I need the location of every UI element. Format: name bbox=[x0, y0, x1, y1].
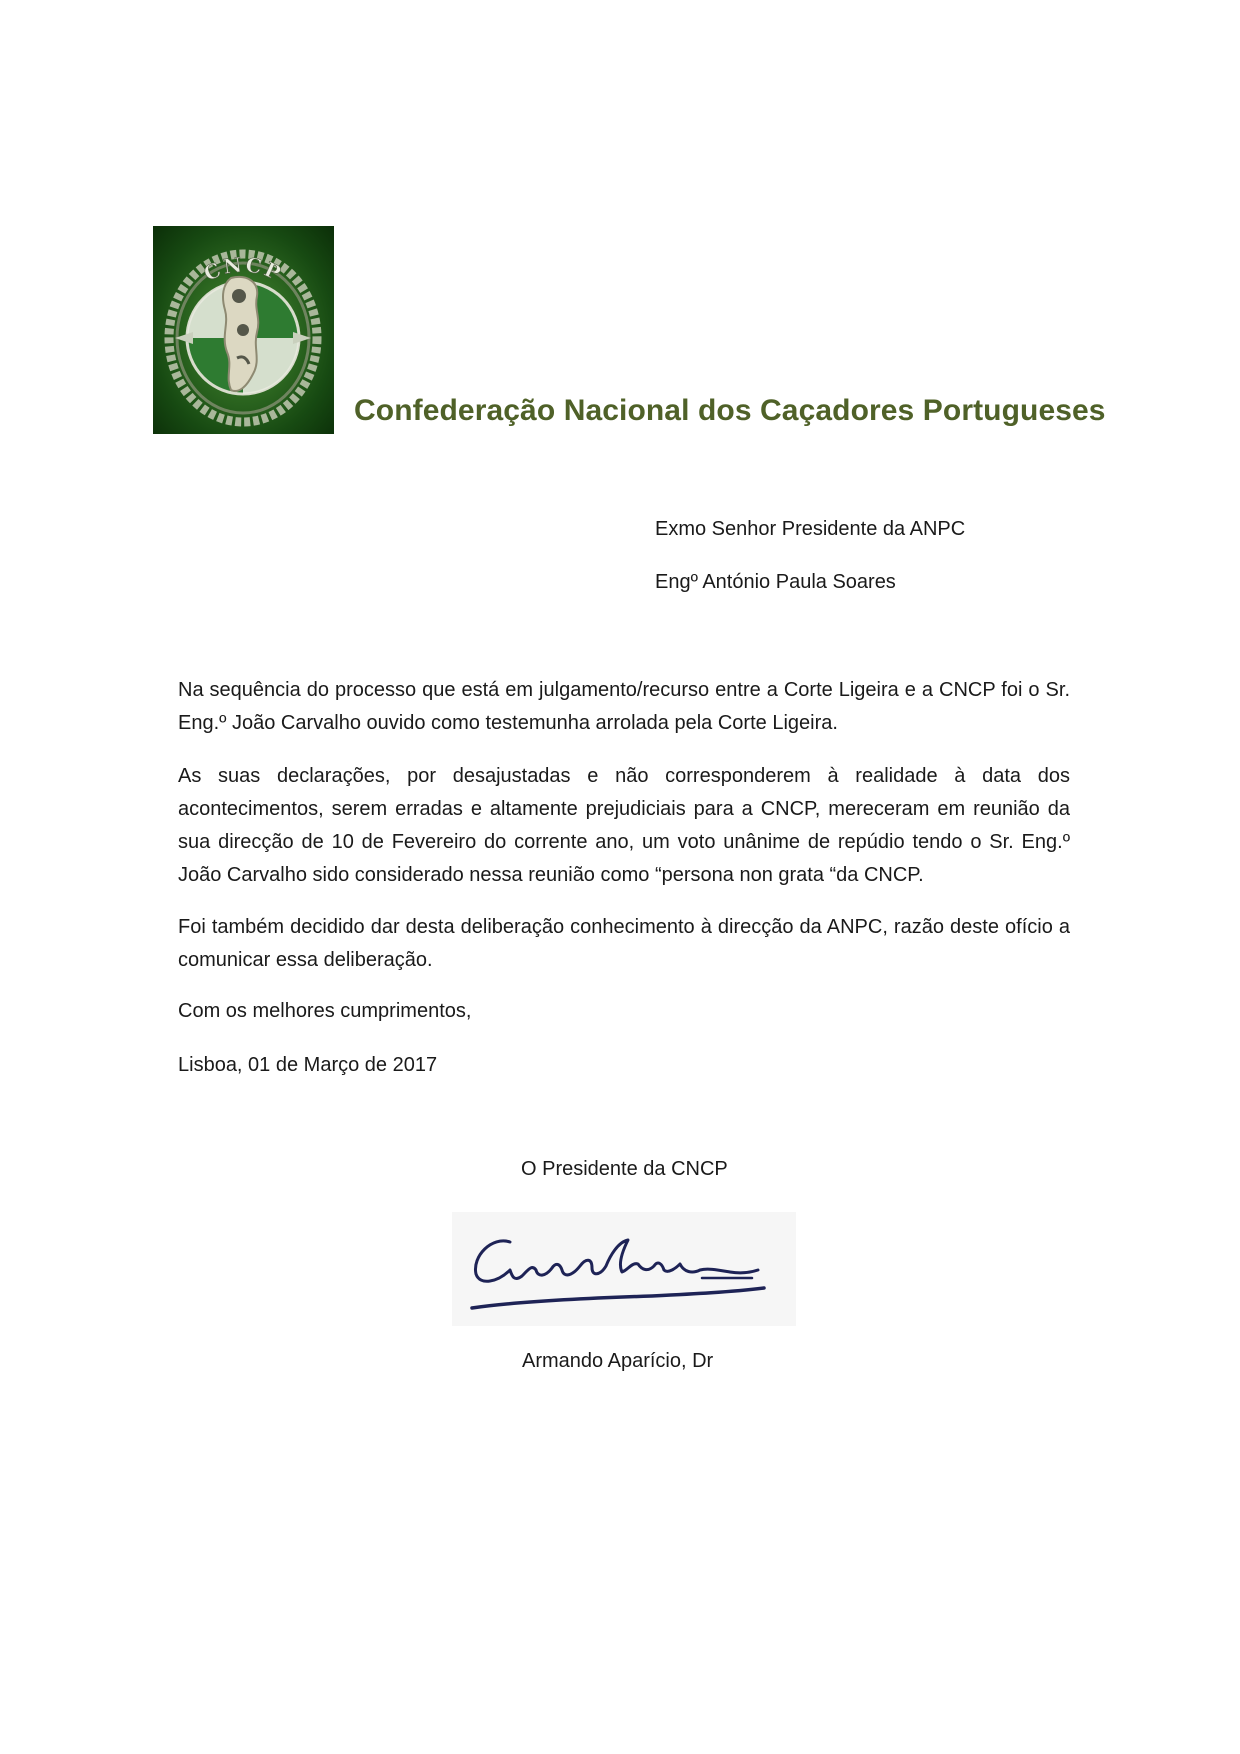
cncp-logo bbox=[153, 226, 334, 434]
paragraph-3: Foi também decidido dar desta deliberação conhecimento à direcção da ANPC, razão deste ofício a comunicar essa deliberação. bbox=[178, 916, 1070, 971]
signature-icon bbox=[452, 1212, 796, 1326]
recipient-title: Exmo Senhor Presidente da ANPC bbox=[655, 518, 966, 540]
signatory-name: Armando Aparício, Dr bbox=[522, 1350, 714, 1372]
organization-name: Confederação Nacional dos Caçadores Portugueses bbox=[354, 394, 1106, 427]
signatory-title: O Presidente da CNCP bbox=[521, 1158, 728, 1180]
handwritten-signature bbox=[452, 1212, 796, 1326]
place-date: Lisboa, 01 de Março de 2017 bbox=[178, 1054, 438, 1076]
svg-text:CNCP: CNCP bbox=[200, 252, 287, 286]
logo-lettering bbox=[153, 226, 334, 434]
closing-line: Com os melhores cumprimentos, bbox=[178, 1000, 472, 1022]
paragraph-2: As suas declarações, por desajustadas e não corresponderem à realidade à data dos acontecimentos, serem erradas e altamente prejudiciais para a CNCP, mereceram em reunião da sua direcção de 10 de Fevereiro do corrente ano, um voto unânime de repúdio tendo o Sr. Eng.º João Carvalho sido considerado nessa reunião como “persona non grata “da CNCP. bbox=[178, 765, 1070, 886]
paragraph-1: Na sequência do processo que está em julgamento/recurso entre a Corte Ligeira e a CNCP foi o Sr. Eng.º João Carvalho ouvido como testemunha arrolada pela Corte Ligeira. bbox=[178, 679, 1070, 734]
recipient-name: Engº António Paula Soares bbox=[655, 571, 896, 593]
